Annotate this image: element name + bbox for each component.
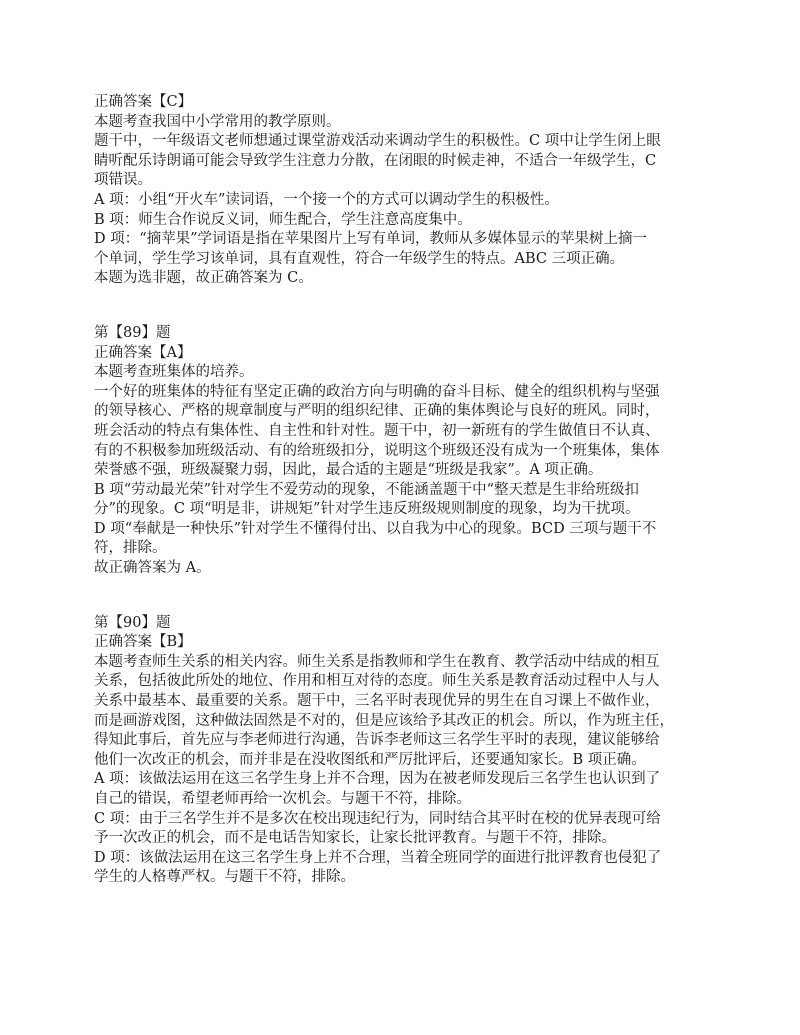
text-line: 得知此事后，首先应与李老师进行沟通，告诉李老师这三名学生平时的表现，建议能够给	[94, 732, 660, 749]
text-line: 睛听配乐诗朗诵可能会导致学生注意力分散，在闭眼的时候走神，不适合一年级学生，C	[94, 152, 657, 169]
question-title: 第【90】题	[94, 614, 171, 631]
text-line: 符，排除。	[94, 540, 167, 557]
document-page	[94, 93, 714, 888]
text-line: B 项“劳动最光荣”针对学生不爱劳动的现象，不能涵盖题干中“整天惹是生非给班级扣	[94, 481, 639, 498]
answer-line: 正确答案【A】	[94, 344, 192, 361]
text-line: 题干中，一年级语文老师想通过课堂游戏活动来调动学生的积极性。C 项中让学生闭上眼	[94, 133, 661, 150]
text-line: 本题为选非题，故正确答案为 C。	[94, 270, 313, 287]
text-line: 个单词，学生学习该单词，具有直观性，符合一年级学生的特点。ABC 三项正确。	[94, 250, 625, 267]
question-title: 第【89】题	[94, 324, 171, 341]
text-line: C 项：由于三名学生并不是多次在校出现违纪行为，同时结合其平时在校的优异表现可给	[94, 810, 661, 827]
text-line: 自己的错误，希望老师再给一次机会。与题干不符，排除。	[94, 791, 471, 807]
text-line: 有的不积极参加班级活动、有的给班级扣分，说明这个班级还没有成为一个班集体，集体	[94, 442, 660, 459]
text-line: 予一次改正的机会，而不是电话告知家长，让家长批评教育。与题干不符，排除。	[94, 830, 616, 847]
answer-line: 正确答案【C】	[94, 94, 193, 110]
text-line: B 项：师生合作说反义词，师生配合，学生注意高度集中。	[94, 211, 472, 228]
text-line: A 项：该做法运用在这三名学生身上并不合理，因为在被老师发现后三名学生也认识到了	[94, 771, 661, 788]
section-spacer	[94, 289, 714, 324]
text-line: 关系中最基本、最重要的关系。题干中，三名平时表现优异的男生在自习课上不做作业，	[94, 693, 660, 710]
question-88-explanation	[94, 93, 714, 289]
text-line: 项错误。	[94, 172, 152, 189]
text-line: D 项：该做法运用在这三名学生身上并不合理，当着全班同学的面进行批评教育也侵犯了	[94, 849, 662, 866]
text-line: A 项：小组“开火车”读词语，一个接一个的方式可以调动学生的积极性。	[94, 191, 559, 208]
text-line: 学生的人格尊严权。与题干不符，排除。	[94, 869, 355, 886]
question-89-explanation	[94, 324, 714, 579]
text-line: 分”的现象。C 项“明是非，讲规矩”针对学生违反班级规则制度的现象，均为干扰项。	[94, 501, 640, 518]
text-line: 关系，包括彼此所处的地位、作用和相互对待的态度。师生关系是教育活动过程中人与人	[94, 673, 660, 690]
answer-line: 正确答案【B】	[94, 634, 192, 651]
text-line: 本题考查我国中小学常用的教学原则。	[94, 113, 341, 130]
question-90-explanation	[94, 614, 714, 888]
text-line: D 项“奉献是一种快乐”针对学生不懂得付出、以自我为中心的现象。BCD 三项与题干不	[94, 520, 657, 537]
text-line: 一个好的班集体的特征有坚定正确的政治方向与明确的奋斗目标、健全的组织机构与坚强	[94, 383, 660, 400]
text-line: 本题考查班集体的培养。	[94, 364, 254, 381]
section-spacer	[94, 579, 714, 614]
text-line: 的领导核心、严格的规章制度与严明的组织纪律、正确的集体舆论与良好的班风。同时，	[94, 403, 660, 420]
text-line: D 项：“摘苹果”学词语是指在苹果图片上写有单词，教师从多媒体显示的苹果树上摘一	[94, 231, 648, 248]
text-line: 他们一次改正的机会，而并非是在没收图纸和严厉批评后，还要通知家长。B 项正确。	[94, 751, 646, 768]
text-line: 荣誉感不强，班级凝聚力弱，因此，最合适的主题是“班级是我家”。A 项正确。	[94, 462, 603, 479]
text-line: 故正确答案为 A。	[94, 560, 211, 577]
text-line: 而是画游戏图，这种做法固然是不对的，但是应该给予其改正的机会。所以，作为班主任，	[94, 712, 674, 729]
text-line: 班会活动的特点有集体性、自主性和针对性。题干中，初一新班有的学生做值日不认真、	[94, 422, 660, 439]
text-line: 本题考查师生关系的相关内容。师生关系是指教师和学生在教育、教学活动中结成的相互	[94, 653, 660, 670]
